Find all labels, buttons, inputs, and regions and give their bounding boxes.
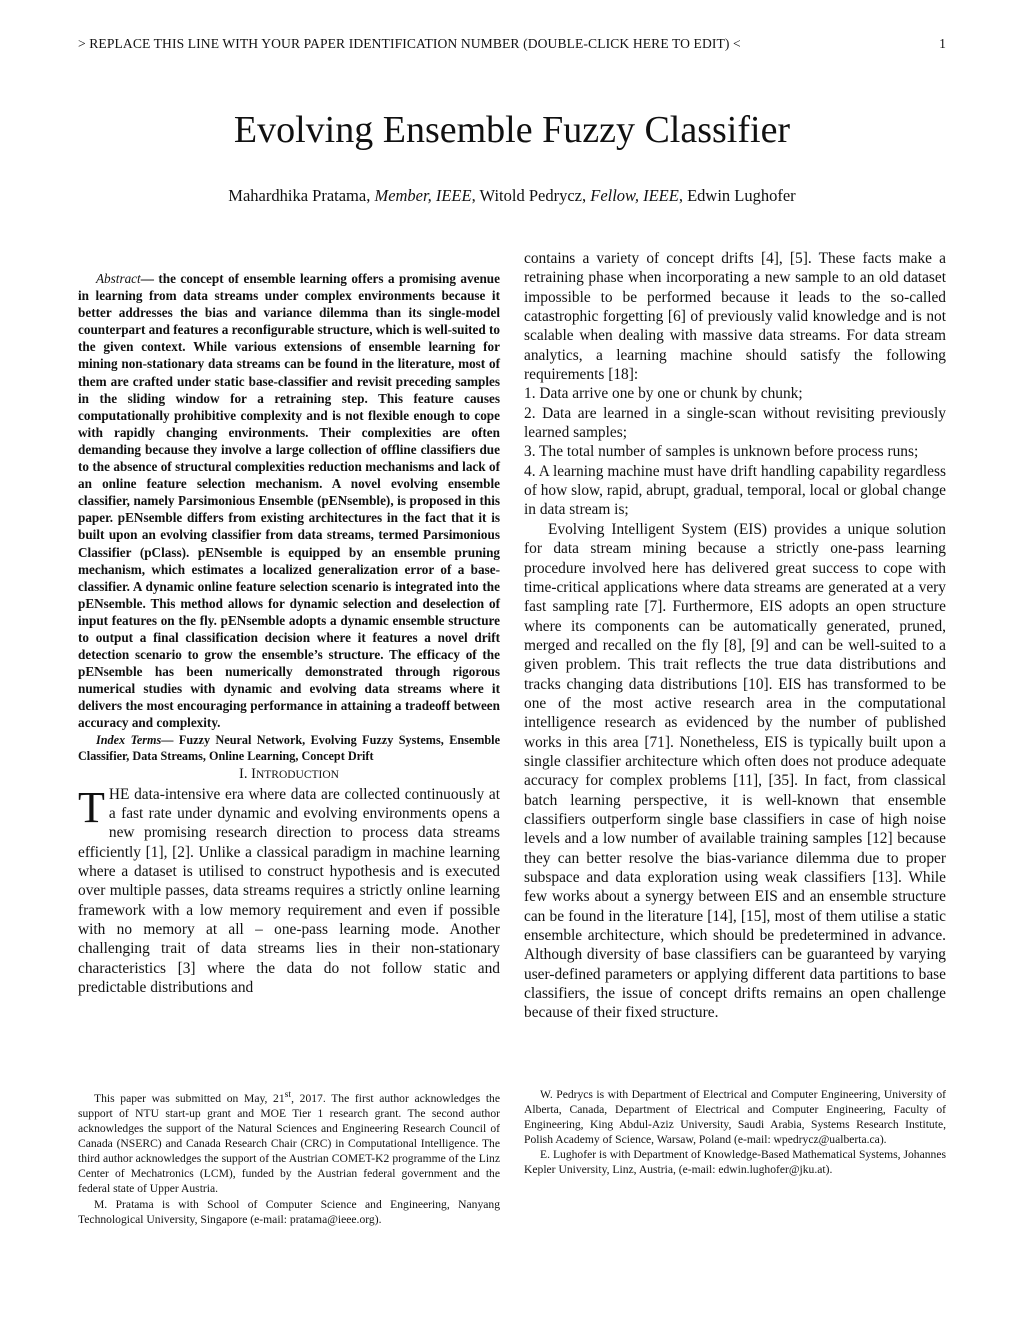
- section-number: I.: [239, 765, 248, 782]
- abstract-label: Abstract: [96, 271, 141, 286]
- list-item: 3. The total number of samples is unknown before process runs;: [524, 443, 919, 461]
- section-rest: NTRODUCTION: [255, 768, 339, 781]
- intro-text: HE data-intensive era where data are collected continuously at a fast rate under dynamic and evolving environments opens a new promising research direction to process data streams efficiently [1], [2]. Unlike a classical paradigm in machine learning where a dataset is utilised to construct hypothesis and is executed over multiple passes, data streams requires a strictly online learning framework with a low memory requirement and even if possible with no memory at all – one-pass learning mode. Another challenging trait of data streams lies in their non-stationary characteristics [3] where the data do not follow static and predictable distributions and: [78, 785, 500, 996]
- index-terms-text: — Fuzzy Neural Network, Evolving Fuzzy Systems, Ensemble Classifier, Data Streams, Online Learning, Concept Drift: [78, 732, 500, 763]
- index-terms-label: Index Terms: [96, 732, 162, 747]
- footnotes-right: [524, 1087, 946, 1178]
- footnote-author-2: W. Pedrycs is with Department of Electrical and Computer Engineering, University of Alberta, Canada, Department of Electrical and Computer Engineering, Faculty of Engineering, King Abdul-Aziz University, Saudi Arabia, Systems Research Institute, Polish Academy of Science, Warsaw, Poland (e-mail: wpedrycz@ualberta.ca).: [524, 1088, 946, 1147]
- section-heading: [78, 766, 500, 783]
- list-item: 4. A learning machine must have drift handling capability regardless of how slow, rapid, abrupt, gradual, temporal, local or global change in data stream is;: [524, 462, 946, 519]
- paper-title: Evolving Ensemble Fuzzy Classifier: [233, 109, 791, 151]
- author-2: , Witold Pedrycz,: [471, 186, 591, 205]
- intro-paragraph: [78, 782, 500, 998]
- requirements-list: [524, 384, 946, 519]
- abstract-text: — the concept of ensemble learning offers a promising avenue in learning from data streams under complex environments because it better addresses the bias and variance dilemma than its single-model counterpart and features a reconfigurable structure, which is well-suited to the given context. While various extensions of ensemble learning for mining non-stationary data streams can be found in the literature, most of them are crafted under static base-classifier and revisit preceding samples in the sliding window for a retraining step. This feature causes computationally prohibitive complexity and is not flexible enough to cope with rapidly changing environments. Their complexities are often demanding because they involve a large collection of offline classifiers due to the absence of structural complexities reduction mechanisms and lack of an online feature selection mechanism. A novel evolving ensemble classifier, namely Parsimonious Ensemble (pENsemble), is proposed in this paper. pENsemble differs from existing architectures in the fact that it is built upon an evolving classifier from data streams, termed Parsimonious Classifier (pClass). pENsemble is equipped by an ensemble pruning mechanism, which estimates a localized generalization error of a base-classifier. A dynamic online feature selection scenario is integrated into the pENsemble. This method allows for dynamic selection and deselection of input features on the fly. pENsemble adopts a dynamic ensemble structure to output a final classification decision where it features a novel drift detection scenario to grow the ensemble’s structure. The efficacy of the pENsemble has been numerically demonstrated through rigorous numerical studies with dynamic and evolving data streams where it delivers the most encouraging performance in attaining a tradeoff between accuracy and complexity.: [78, 271, 500, 731]
- abstract: [78, 270, 500, 732]
- footnote-author-1: M. Pratama is with School of Computer Science and Engineering, Nanyang Technological University, Singapore (e-mail: pratama@ieee.org).: [78, 1197, 500, 1226]
- running-header: [78, 36, 946, 52]
- author-3: , Edwin Lughofer: [678, 186, 796, 205]
- index-terms: [78, 732, 500, 764]
- list-item: 2. Data are learned in a single-scan without revisiting previously learned samples;: [524, 404, 946, 442]
- footnote-submission: [78, 1087, 500, 1197]
- footnote-submission-a: This paper was submitted on May, 21: [94, 1091, 285, 1105]
- right-column: [524, 249, 946, 1023]
- author-line: [0, 186, 1024, 206]
- drop-cap: T: [78, 782, 105, 832]
- footnote-submission-b: , 2017. The first author acknowledges the support of NTU start-up grant and MOE Tier 1 research grant. The second author acknowledges the support of the Natural Sciences and Engineering Research Council of Canada (NSERC) and Canada Research Chair (CRC) in Computational Intelligence. The third author acknowledges the support of the Austrian COMET-K2 programme of the Linz Center of Mechatronics (LCM), funded by the Austrian federal government and the federal state of Upper Austria.: [78, 1091, 500, 1196]
- right-paragraph-2: Evolving Intelligent System (EIS) provides a unique solution for data stream mining because a strictly one-pass learning procedure involved here has delivered great success to cope with time-critical applications where data streams are generated at a very fast sampling rate [7]. Furthermore, EIS adopts an open structure where its components can be automatically generated, pruned, merged and recalled on the fly [8], [9] and can be well-suited to a given problem. This trait reflects the true data distributions and tracks changing data distributions [10]. EIS has transformed to be one of the most active research area in the computational intelligence research as evidenced by the number of published works in this area [71]. Nonetheless, EIS is typically built upon a single classifier architecture which often does not produce adequate accuracy for complex problems [11], [35]. In fact, from classical batch learning perspective, it is well-known that ensemble classifiers outperform single base classifiers in case of high noise levels and a low number of available training samples [12] because they can better resolve the bias-variance dilemma due to proper subspace and data exploration using weak classifiers [13]. While few works about a synergy between EIS and an ensemble structure can be found in the literature [14], [15], most of them utilise a static ensemble architecture, which should be predetermined in advance. Although diversity of base classifiers can be guaranteed by varying user-defined parameters or applying different data partitions to base classifiers, the issue of concept drifts remains an open challenge because of their fixed structure.: [524, 520, 946, 1022]
- author-1: Mahardhika Pratama,: [228, 186, 375, 205]
- footnote-author-3: E. Lughofer is with Department of Knowledge-Based Mathematical Systems, Johannes Kepler University, Linz, Austria, (e-mail: edwin.lughofer@jku.at).: [524, 1148, 946, 1177]
- footnote-superscript: st: [284, 1089, 292, 1100]
- author-2-role: Fellow, IEEE: [590, 186, 679, 205]
- right-paragraph-1: contains a variety of concept drifts [4], [5]. These facts make a retraining phase when incorporating a new sample to an old dataset impossible to be performed because it leads to the so-called catastrophic forgetting [6] of previously valid knowledge and is not scalable when dealing with massive data streams. For data stream analytics, a learning machine should satisfy the following requirements [18]:: [524, 250, 946, 384]
- list-item: 1. Data arrive one by one or chunk by chunk;: [524, 385, 803, 403]
- running-head-text: > REPLACE THIS LINE WITH YOUR PAPER IDENTIFICATION NUMBER (DOUBLE-CLICK HERE TO EDIT) <: [78, 36, 741, 51]
- section-first-letter: I: [251, 765, 256, 782]
- left-column: [78, 270, 500, 997]
- footnotes-left: [78, 1087, 500, 1227]
- author-1-role: Member, IEEE: [374, 186, 472, 205]
- page-number: 1: [939, 36, 946, 51]
